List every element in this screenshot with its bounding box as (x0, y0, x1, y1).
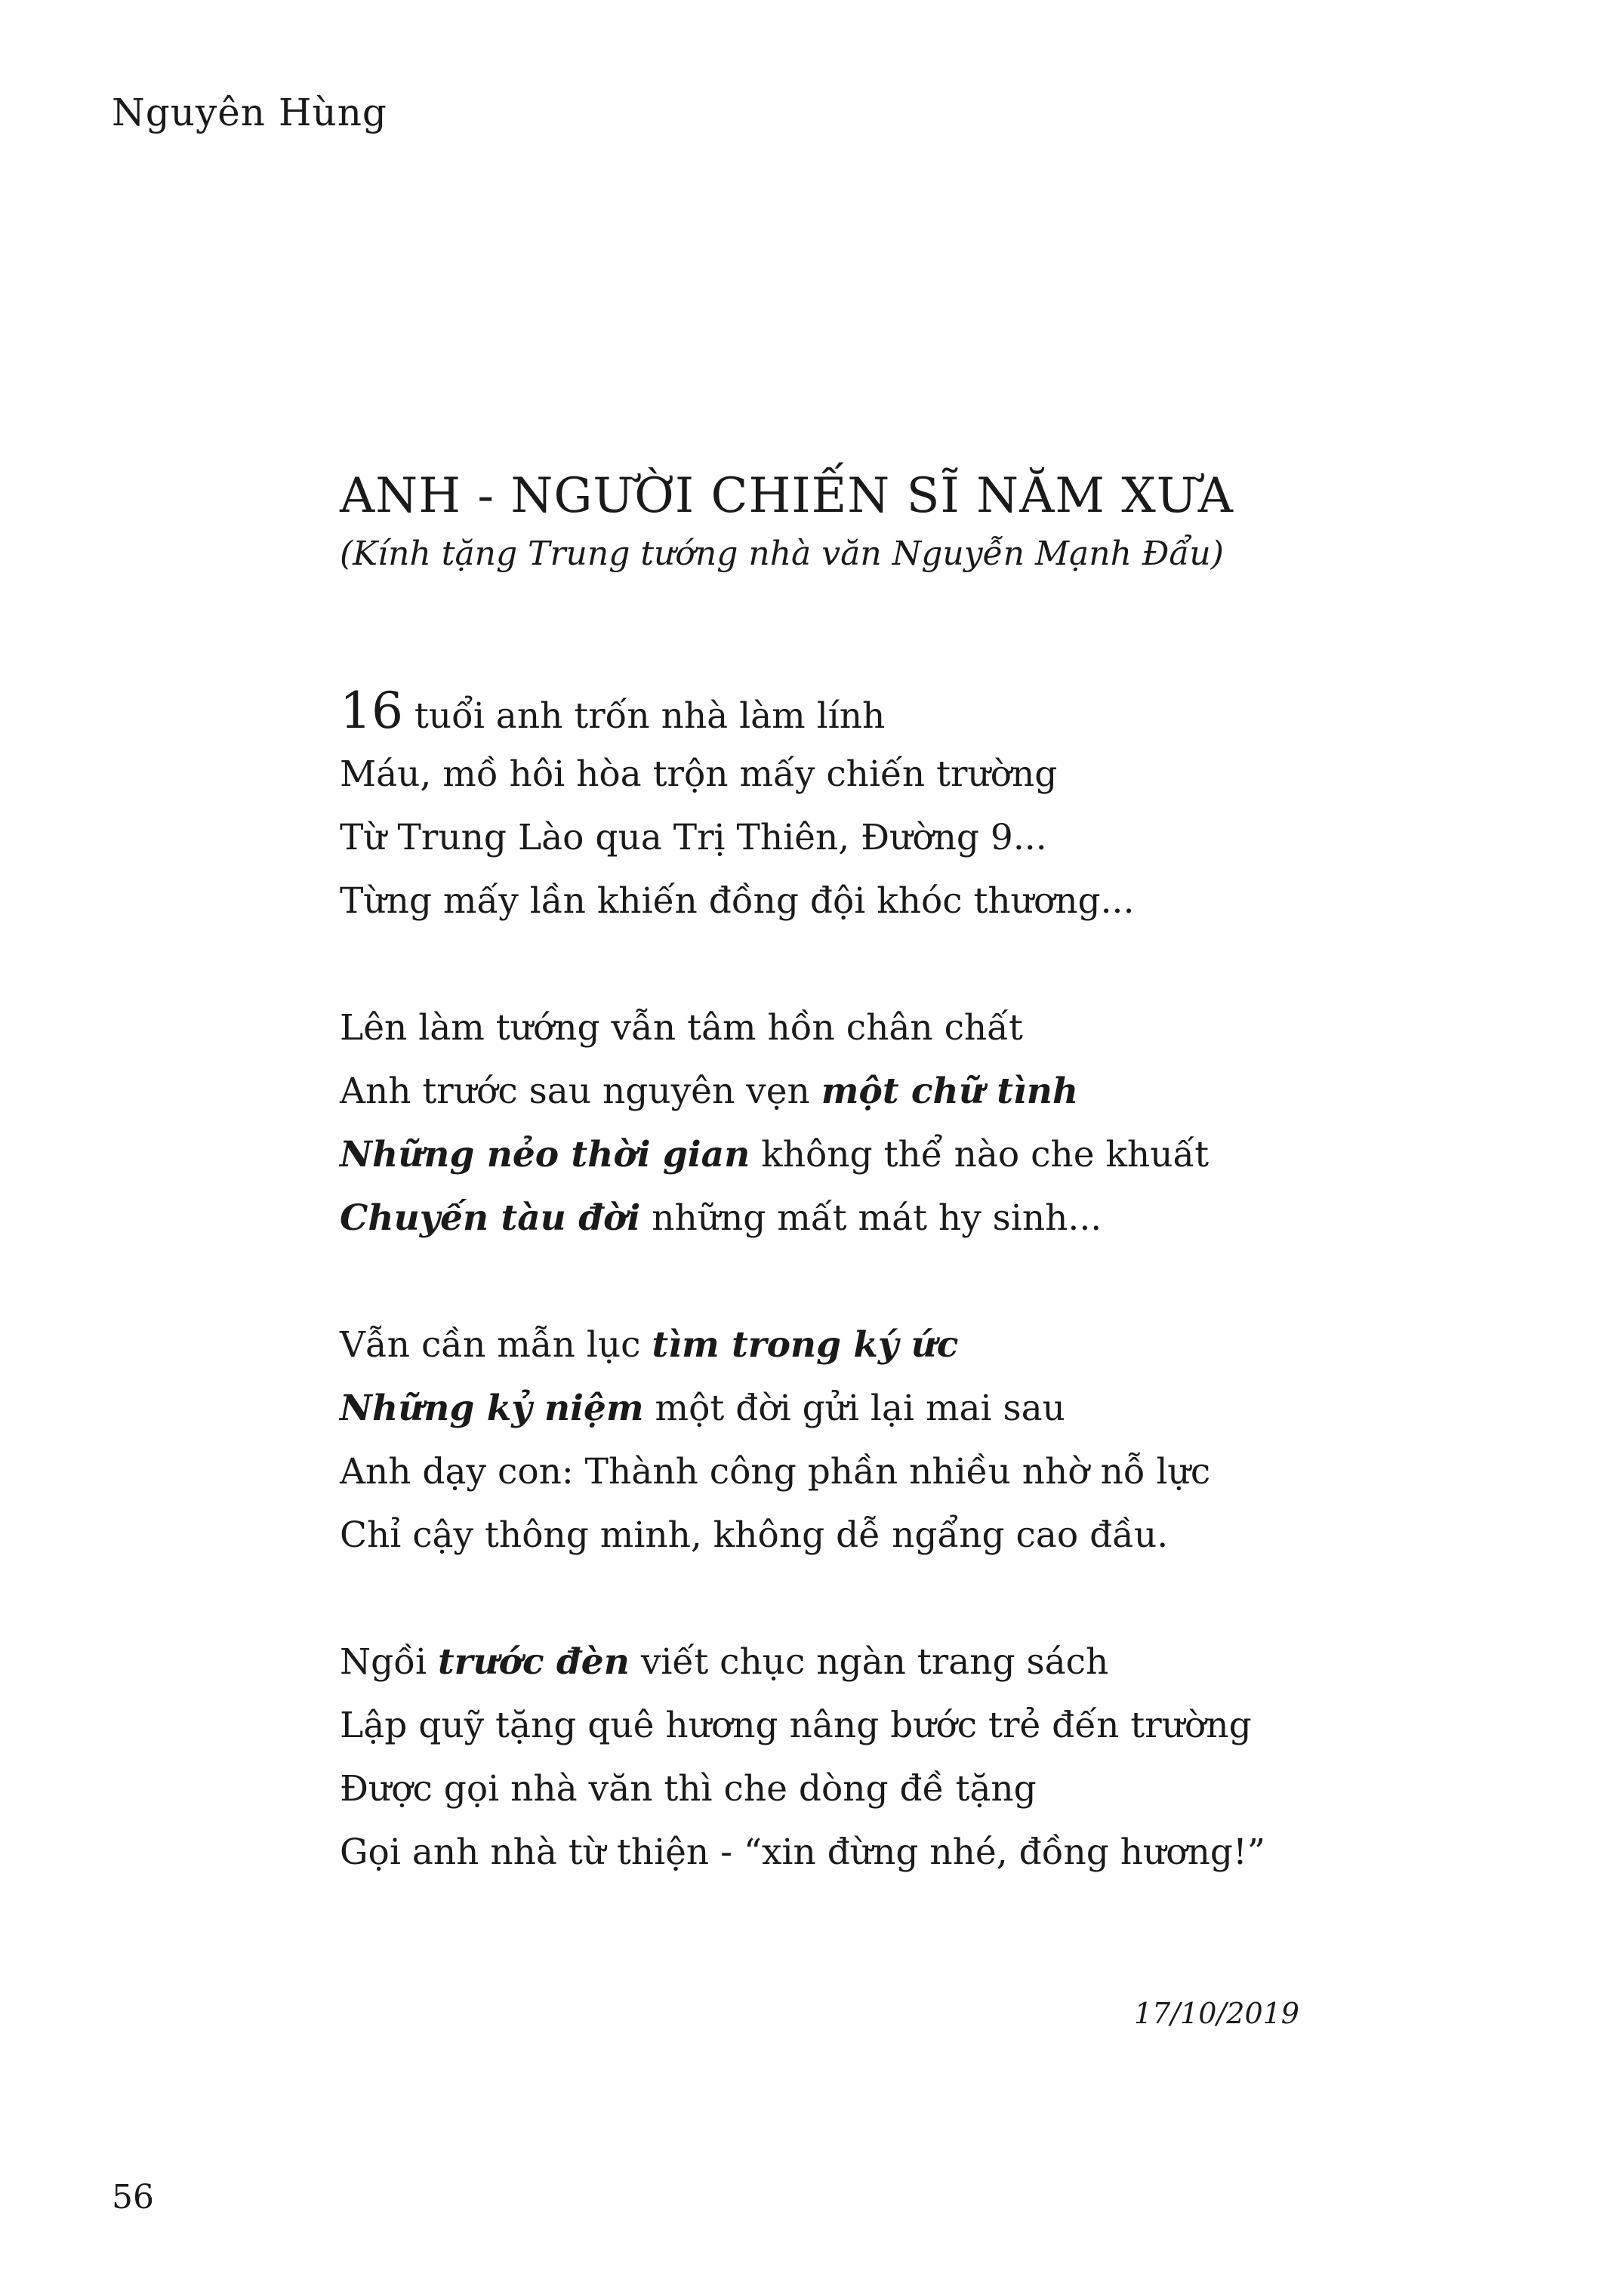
line-text: Vẫn cần mẫn lục (340, 1324, 652, 1366)
poem-line (340, 679, 1265, 743)
poem-line (340, 1631, 1265, 1694)
line-text: Lập quỹ tặng quê hương nâng bước trẻ đến trường (340, 1705, 1252, 1746)
line-text: Được gọi nhà văn thì che dòng đề tặng (340, 1768, 1037, 1810)
poem-line (340, 1694, 1265, 1758)
line-text: Từng mấy lần khiến đồng đội khóc thương... (340, 880, 1135, 922)
line-emphasis: tìm trong ký ức (652, 1324, 959, 1366)
poem-title: ANH - NGƯỜI CHIẾN SĨ NĂM XƯA (340, 468, 1234, 524)
line-emphasis: Chuyến tàu đời (340, 1197, 641, 1239)
line-text: tuổi anh trốn nhà làm lính (402, 695, 886, 737)
stanza-4 (340, 1631, 1265, 1884)
line-text: những mất mát hy sinh... (640, 1197, 1102, 1239)
line-emphasis: một chữ tình (821, 1071, 1079, 1112)
line-text: Anh trước sau nguyên vẹn (340, 1071, 821, 1112)
poem-line (340, 1504, 1265, 1567)
poem-line (340, 1314, 1265, 1377)
line-text: Anh dạy con: Thành công phần nhiều nhờ nỗ lực (340, 1451, 1211, 1493)
line-text: Từ Trung Lào qua Trị Thiên, Đường 9... (340, 817, 1047, 858)
line-emphasis: Những kỷ niệm (340, 1388, 644, 1429)
poem-line (340, 806, 1265, 870)
poem-line (340, 870, 1265, 933)
line-text: Lên làm tướng vẫn tâm hồn chân chất (340, 1007, 1023, 1049)
line-number-emphasis: 16 (340, 682, 403, 740)
line-emphasis: Những nẻo thời gian (340, 1134, 750, 1175)
poem-line (340, 1060, 1265, 1123)
line-emphasis: trước đèn (437, 1641, 630, 1683)
line-text: Chỉ cậy thông minh, không dễ ngẩng cao đầu. (340, 1514, 1169, 1556)
line-text: không thể nào che khuất (750, 1134, 1210, 1175)
poem-line (340, 1123, 1265, 1187)
poem-date: 17/10/2019 (1133, 1997, 1299, 2030)
line-text: Máu, mồ hôi hòa trộn mấy chiến trường (340, 753, 1058, 795)
line-text: Ngồi (340, 1641, 438, 1683)
poem-dedication: (Kính tặng Trung tướng nhà văn Nguyễn Mạnh Đẩu) (340, 534, 1224, 573)
poem-body (340, 679, 1265, 1948)
poem-line (340, 743, 1265, 806)
poem-line (340, 1440, 1265, 1504)
poem-line (340, 1758, 1265, 1821)
line-text: viết chục ngàn trang sách (629, 1641, 1109, 1683)
line-text: Gọi anh nhà từ thiện - “xin đừng nhé, đồng hương!” (340, 1831, 1265, 1873)
stanza-2 (340, 997, 1265, 1250)
poem-line (340, 1377, 1265, 1440)
stanza-1 (340, 679, 1265, 933)
poem-line (340, 997, 1265, 1060)
running-head: Nguyên Hùng (112, 91, 387, 134)
line-text: một đời gửi lại mai sau (643, 1388, 1065, 1429)
poem-line (340, 1821, 1265, 1884)
stanza-3 (340, 1314, 1265, 1567)
page-number: 56 (112, 2178, 154, 2217)
poem-line (340, 1187, 1265, 1250)
